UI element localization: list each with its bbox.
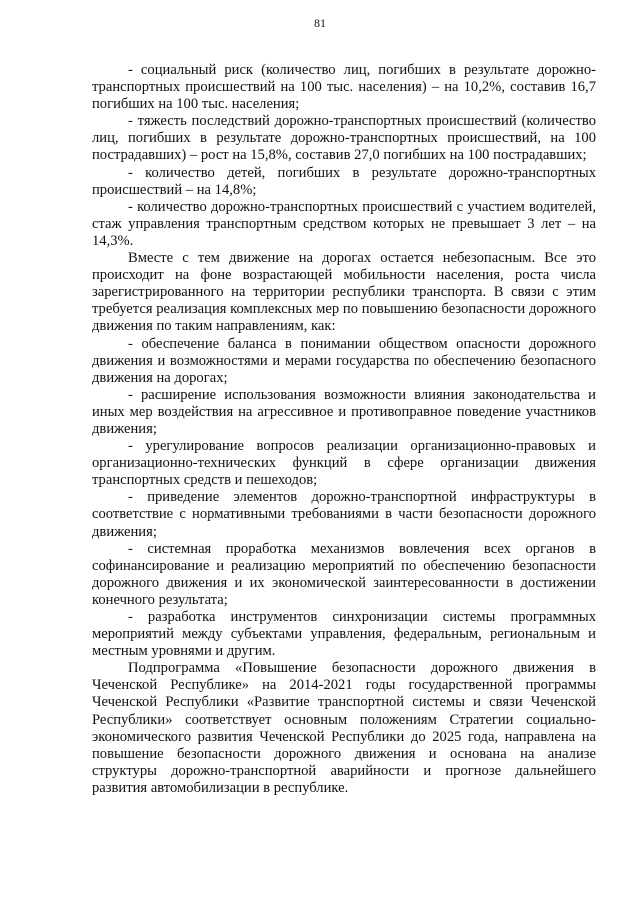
paragraph-balance: - обеспечение баланса в понимании обществом опасности дорожного движения и возможностями и мерами государства по обеспечению безопасного движения на дорогах; — [92, 335, 596, 386]
paragraph-subprogram: Подпрограмма «Повышение безопасности дорожного движения в Чеченской Республике» на 2014-2021 годы государственной программы Чеченской Республики «Развитие транспортной системы и связи Чеченской Республики» соответствует основным положениям Стратегии социально-экономического развития Чеченской Республики до 2025 года, направлена на повышение безопасности дорожного движения и основана на анализе структуры дорожно-транспортной аварийности и прогнозе дальнейшего развития автомобилизации в республике. — [92, 660, 596, 796]
paragraph-road-safety-intro: Вместе с тем движение на дорогах остается небезопасным. Все это происходит на фоне возрастающей мобильности населения, роста числа зарегистрированного на территории республики транспорта. В связи с этим требуется реализация комплексных мер по повышению безопасности дорожного движения по таким направлениям, как: — [92, 250, 596, 335]
paragraph-synchronization: - разработка инструментов синхронизации системы программных мероприятий между субъектами управления, федеральным, региональным и местным уровнями и другим. — [92, 609, 596, 660]
paragraph-legislation: - расширение использования возможности влияния законодательства и иных мер воздействия на агрессивное и противоправное поведение участников движения; — [92, 386, 596, 437]
document-body — [92, 62, 596, 797]
paragraph-regulation: - урегулирование вопросов реализации организационно-правовых и организационно-технических функций в сфере организации движения транспортных средств и пешеходов; — [92, 438, 596, 489]
paragraph-cofinancing: - системная проработка механизмов вовлечения всех органов в софинансирование и реализацию мероприятий по обеспечению безопасности дорожного движения и их экономической заинтересованности в достижении конечного результата; — [92, 540, 596, 608]
paragraph-severity: - тяжесть последствий дорожно-транспортных происшествий (количество лиц, погибших в результате дорожно-транспортных происшествий, на 100 пострадавших) – рост на 15,8%, составив 27,0 погибших на 100 пострадавших; — [92, 113, 596, 164]
paragraph-infrastructure: - приведение элементов дорожно-транспортной инфраструктуры в соответствие с нормативными требованиями в части безопасности дорожного движения; — [92, 489, 596, 540]
paragraph-novice-drivers: - количество дорожно-транспортных происшествий с участием водителей, стаж управления транспортным средством которых не превышает 3 лет – на 14,3%. — [92, 198, 596, 249]
paragraph-social-risk: - социальный риск (количество лиц, погибших в результате дорожно-транспортных происшествий на 100 тыс. населения) – на 10,2%, составив 16,7 погибших на 100 тыс. населения; — [92, 62, 596, 113]
paragraph-children: - количество детей, погибших в результате дорожно-транспортных происшествий – на 14,8%; — [92, 164, 596, 198]
page-number: 81 — [314, 16, 326, 30]
